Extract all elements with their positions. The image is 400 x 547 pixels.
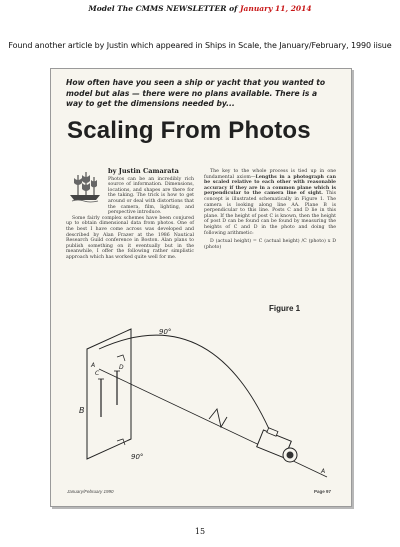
article-paragraph: Photos can be an incredibly rich source of information. Dimensions, locations, and shapes are there for the taking. The trick is how to get around or deal with distortions that the camera, film, lighting, and perspective introduce. [108, 176, 194, 216]
page-number: 15 [194, 527, 206, 536]
label-a-near: A [321, 468, 326, 475]
article-text: This concept is illustrated schematically in Figure 1. The camera is looking along line AA. Plane B is perpendicular to this line. Posts C and D lie in this plane. If the height of post C is known, then the height of post D can be found can be found by measuring the heights of C and D in the photo and doing the following arithmetic: [204, 191, 336, 236]
header-date: January 11, 2014 [239, 4, 312, 13]
article-footer-page: Page 97 [313, 489, 331, 494]
label-d: D [119, 364, 124, 371]
article-title: Scaling From Photos [67, 117, 311, 144]
article-column-right [204, 169, 336, 250]
figure-title: Figure 1 [269, 304, 301, 313]
label-angle-top: 90° [159, 328, 172, 336]
article-column-left [66, 169, 194, 261]
article-scan [50, 68, 352, 507]
article-paragraph: Some fairly complex schemes have been conjured up to obtain dimensional data from photos. One of the best I have come across was developed and described by Alan Frazer at the 1986 Nautical Research Guild conference in Boston. Alan plans to publish something on it eventually but in the meanwhile, I offer the following rather simplistic approach which has worked quite well for me. [66, 215, 194, 260]
header-of: of [229, 4, 238, 13]
intro-caption: Found another article by Justin which appeared in Ships in Scale, the January/February, 1990 iisue [8, 41, 392, 50]
label-a-far: A [91, 362, 96, 369]
article-formula: D (actual height) = C (actual height) /C (photo) x D (photo) [204, 239, 336, 250]
article-intro: How often have you seen a ship or yacht that you wanted to model but alas — there were no plans available. There is a way to get the dimensions needed by... [66, 78, 326, 108]
label-angle-bottom: 90° [131, 453, 144, 461]
newsletter-header [0, 4, 400, 13]
label-b: B [79, 406, 85, 415]
camera-icon [257, 428, 297, 462]
header-newsletter: CMMS NEWSLETTER [135, 4, 227, 13]
article-paragraph [204, 169, 336, 236]
article-byline: by Justin Camarata [108, 167, 179, 175]
article-axiom: Lengths in a photograph can be scaled relative to each other with reasonable accuracy if they are in a common plane which is perpendicular to the camera line of sight. [204, 174, 336, 197]
figure-1-diagram [59, 309, 349, 479]
article-text: The key to the whole process is tied up in one fundamental axiom— [204, 169, 336, 180]
label-c: C [95, 370, 100, 377]
article-footer-date: January/February 1990 [67, 489, 114, 494]
header-prefix: Model The [88, 4, 133, 13]
